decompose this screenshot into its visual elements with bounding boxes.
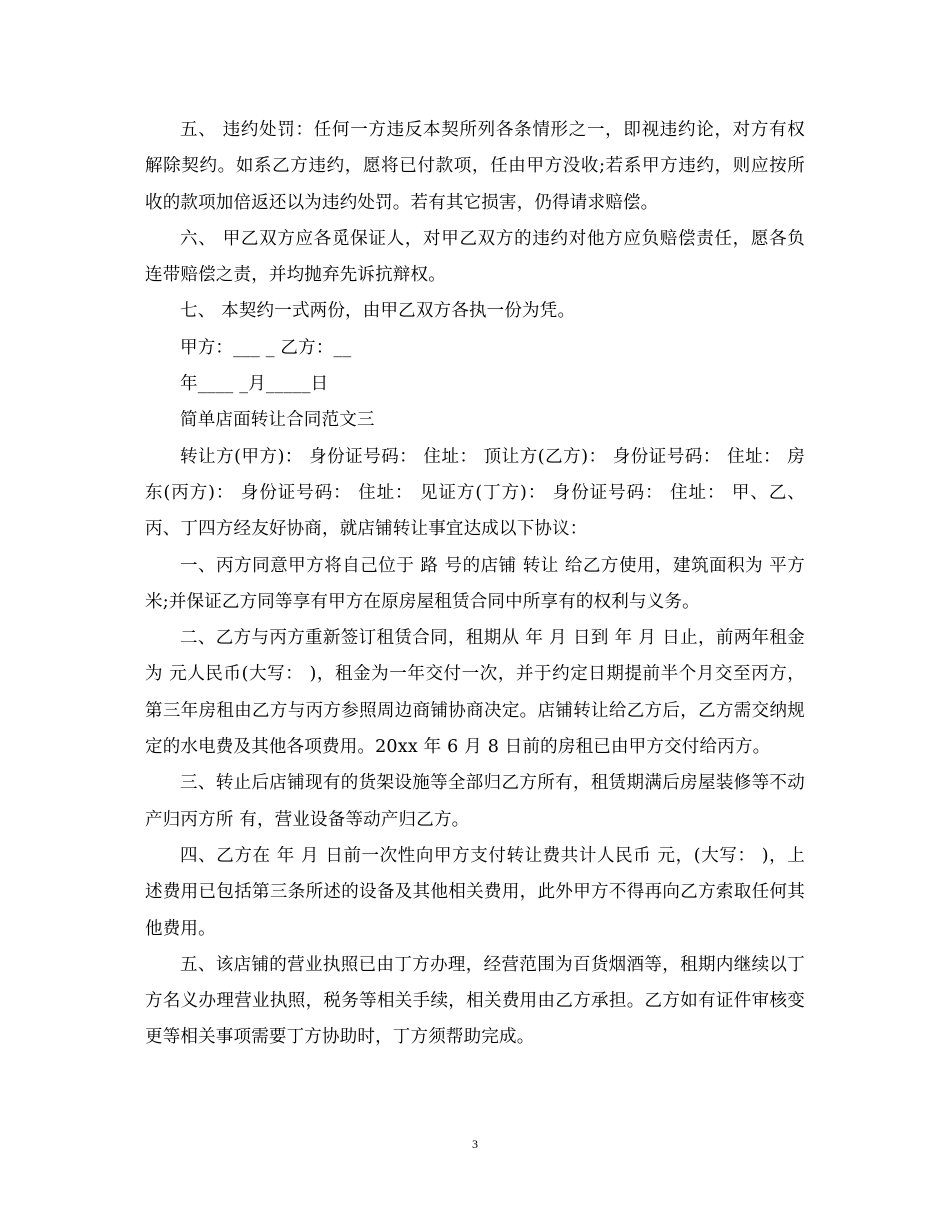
clause-one: 一、丙方同意甲方将自己位于 路 号的店铺 转让 给乙方使用，建筑面积为 平方米;并保证乙方同等享有甲方在原房屋租赁合同中所享有的权利与义务。 xyxy=(145,555,805,612)
document-body xyxy=(145,112,805,1056)
paragraph-copies: 七、 本契约一式两份，由甲乙双方各执一份为凭。 xyxy=(180,301,576,322)
paragraph-parties: 转让方(甲方)： 身份证号码： 住址： 顶让方(乙方)： 身份证号码： 住址： 房东(丙方)： 身份证号码： 住址： 见证方(丁方)： 身份证号码： 住址： 甲、乙、丙、丁四方经友好协商，就店铺转让事宜达成以下协议： xyxy=(145,446,805,540)
section-title: 简单店面转让合同范文三 xyxy=(180,410,375,431)
clause-two: 二、乙方与丙方重新签订租赁合同，租期从 年 月 日到 年 月 日止，前两年租金为 元人民币(大写： )，租金为一年交付一次，并于约定日期提前半个月交至丙方，第三年房租由乙方与丙方参照周边商铺协商决定。店铺转让给乙方后，乙方需交纳规定的水电费及其他各项费用。20xx 年 6 月 8 日前的房租已由甲方交付给丙方。 xyxy=(145,628,805,758)
date-line: 年____ _月_____日 xyxy=(180,374,329,395)
paragraph-breach-penalty: 五、 违约处罚：任何一方违反本契所列各条情形之一，即视违约论，对方有权解除契约。如系乙方违约，愿将已付款项，任由甲方没收;若系甲方违约，则应按所收的款项加倍返还以为违约处罚。若有其它损害，仍得请求赔偿。 xyxy=(145,120,805,213)
signature-line: 甲方：___ _ 乙方：__ xyxy=(180,337,352,358)
clause-four: 四、乙方在 年 月 日前一次性向甲方支付转让费共计人民币 元，(大写： )，上述费用已包括第三条所述的设备及其他相关费用，此外甲方不得再向乙方索取任何其他费用。 xyxy=(145,845,805,939)
page-number: 3 xyxy=(472,1137,478,1151)
clause-five: 五、该店铺的营业执照已由丁方办理，经营范围为百货烟酒等，租期内继续以丁方名义办理营业执照，税务等相关手续，相关费用由乙方承担。乙方如有证件审核变更等相关事项需要丁方协助时，丁方须帮助完成。 xyxy=(145,954,805,1048)
clause-three: 三、转止后店铺现有的货架设施等全部归乙方所有，租赁期满后房屋装修等不动产归丙方所 有，营业设备等动产归乙方。 xyxy=(145,773,805,830)
paragraph-guarantors: 六、 甲乙双方应各觅保证人，对甲乙双方的违约对他方应负赔偿责任，愿各负连带赔偿之责，并均抛弃先诉抗辩权。 xyxy=(145,228,805,286)
